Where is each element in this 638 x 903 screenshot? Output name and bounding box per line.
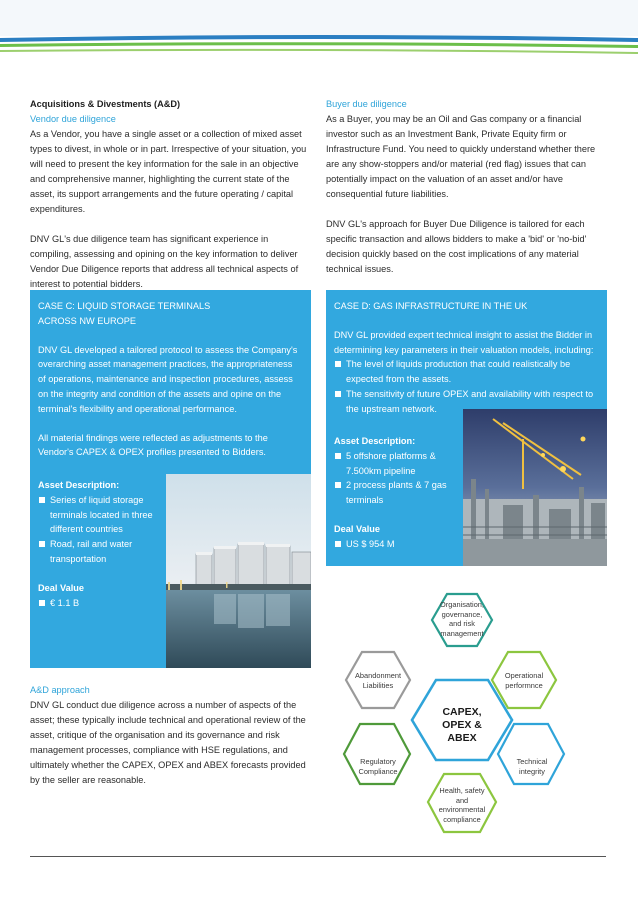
case-c-title-line1: CASE C: LIQUID STORAGE TERMINALS <box>38 301 211 311</box>
ad-approach-subheading: A&D approach <box>30 685 90 695</box>
case-d-title: CASE D: GAS INFRASTRUCTURE IN THE UK <box>334 301 528 311</box>
case-d-asset-block <box>334 434 458 552</box>
case-c-asset-item: Series of liquid storage terminals located in three different countries <box>38 493 160 537</box>
hex-center-label: CAPEX, OPEX & ABEX <box>442 706 482 744</box>
case-c-content <box>38 299 301 460</box>
ad-approach-section <box>30 683 312 788</box>
buyer-paragraph-1: As a Buyer, you may be an Oil and Gas company or a financial investor such as an Investment Bank, Private Equity firm or Infrastructure Fund. You need to quickly understand whether there are any show-stoppers and/or material (red flag) issues that can potentially impact on the valuation of an asset and/or have consequential future liabilities. <box>326 114 596 199</box>
gas-plant-photo <box>463 409 607 566</box>
case-c-title-line2: ACROSS NW EUROPE <box>38 315 137 326</box>
case-d-bullet: The sensitivity of future OPEX and availability with respect to the upstream network. <box>334 387 599 417</box>
case-c-asset-item: Road, rail and water transportation <box>38 537 160 567</box>
hex-lower-right-label: Technical integrity <box>516 757 548 776</box>
case-d-deal-value: US $ 954 M <box>334 537 458 552</box>
case-d-content <box>334 299 599 417</box>
case-c-paragraph-2: All material findings were reflected as adjustments to the Vendor's CAPEX & OPEX profiles presented to Bidders. <box>38 432 268 458</box>
ad-approach-paragraph: DNV GL conduct due diligence across a number of aspects of the asset; these typically include technical and operational review of the asset, critique of the organisation and its governance and risk management processes, compliance with HSE regulations, and ultimately whether the CAPEX, OPEX and ABEX forecasts provided by the seller are reasonable. <box>30 700 306 785</box>
hex-upper-left-label: Abandonment Liabilities <box>354 671 402 690</box>
vendor-paragraph-2: DNV GL's due diligence team has significant experience in compiling, assessing and opining on the key information to deliver Vendor Due Diligence reports that address all technical aspects of interest to potential bidders. <box>30 234 299 289</box>
ad-heading: Acquisitions & Divestments (A&D) <box>30 99 181 109</box>
case-d-asset-heading: Asset Description: <box>334 436 416 446</box>
hex-top-label: Organisation, governance, and risk management <box>440 600 484 638</box>
buyer-paragraph-2: DNV GL's approach for Buyer Due Diligence is tailored for each specific transaction and allows bidders to make a 'bid' or 'no-bid' decision quickly based on the cost implications of any material technical issues. <box>326 219 587 274</box>
hex-bottom-label: Health, safety and environmental compliance <box>438 786 486 824</box>
case-c-deal-value: € 1.1 B <box>38 596 160 611</box>
case-d-paragraph-1: DNV GL provided expert technical insight to assist the Bidder in determining key parameters in their valuation models, including: <box>334 329 594 355</box>
case-c-asset-heading: Asset Description: <box>38 480 120 490</box>
buyer-intro-section <box>326 97 606 277</box>
case-d-asset-item: 5 offshore platforms & 7.500km pipeline <box>334 449 458 479</box>
case-d-deal-heading: Deal Value <box>334 523 380 534</box>
vendor-paragraph-1: As a Vendor, you have a single asset or a collection of mixed asset types to divest, in whole or in part. Irrespective of your situation, you will need to present the key information for the sale in an objective and comprehensive manner, highlighting the current state of the asset, its support arrangements and the future operating / capital expenditures. <box>30 129 307 214</box>
hex-upper-right-label: Operational performnce <box>504 671 544 690</box>
case-c-deal-heading: Deal Value <box>38 582 84 593</box>
hex-lower-left-label: Regulatory Compliance <box>358 757 398 776</box>
case-d-bullet: The level of liquids production that could realistically be expected from the assets. <box>334 357 599 387</box>
vendor-intro-section <box>30 97 310 292</box>
hexagon-diagram <box>336 588 606 838</box>
case-c-paragraph-1: DNV GL developed a tailored protocol to assess the Company's overarching asset management practices, the appropriateness of operations, maintenance and inspection procedures, assess on the integrity and condition of the assets and opine on the terminal's flexibility and operational performance. <box>38 344 298 414</box>
footer-rule <box>30 856 606 857</box>
vendor-due-diligence-subheading: Vendor due diligence <box>30 114 116 124</box>
case-d-asset-item: 2 process plants & 7 gas terminals <box>334 478 458 508</box>
buyer-due-diligence-subheading: Buyer due diligence <box>326 99 407 109</box>
storage-tanks-photo <box>166 474 311 668</box>
header-stripe-band <box>0 0 638 62</box>
case-c-asset-block <box>38 478 160 610</box>
